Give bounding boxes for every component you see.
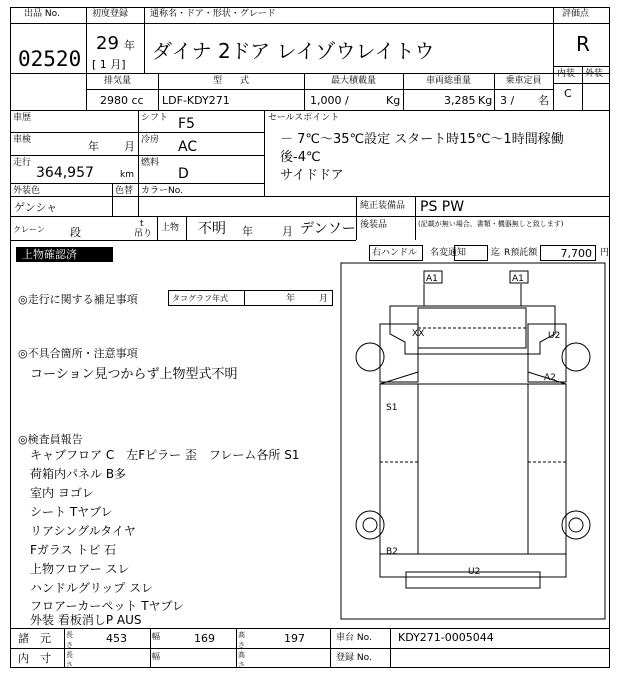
tacho-year: 年: [286, 294, 296, 304]
equip-label: 純正装備品: [360, 201, 406, 211]
report-line-8: ハンドルグリップ スレ: [30, 581, 154, 595]
inner-height-label: 高さ: [238, 651, 245, 669]
report-line-1: キャブフロア C 左Fピラー 歪 フレーム各所 S1: [30, 448, 300, 462]
weight-unit: Kg: [478, 94, 493, 107]
reg-month: [ 1 月]: [92, 58, 126, 71]
tacho-month: 月: [319, 294, 329, 304]
interior-label: 内装: [557, 69, 576, 79]
recycle-value: 7,700: [560, 247, 592, 260]
sales-label: セールスポイント: [268, 113, 340, 123]
diagram-label-s1: S1: [386, 403, 398, 413]
upper-month: 月: [282, 225, 293, 238]
recycle-unit: 円: [600, 248, 610, 258]
shift-value: F5: [178, 116, 195, 132]
weight-label: 車両総重量: [425, 76, 471, 86]
after-note: (記載が無い場合、書類・機器無しと致します): [418, 220, 564, 228]
model-label: 型 式: [212, 76, 249, 86]
year-unit: 年: [124, 39, 135, 52]
report-line-7: 上物フロアー スレ: [30, 562, 130, 576]
width-label: 幅: [152, 632, 160, 641]
crane-label: クレーン: [13, 225, 45, 234]
length-label: 長さ: [66, 631, 73, 649]
defect-label: ◎不具合箇所・注意事項: [18, 347, 138, 360]
ac-label: 冷房: [141, 135, 160, 145]
grade-label: 評価点: [562, 9, 590, 19]
lot-label: 出品 No.: [24, 9, 60, 19]
upper-value: 不明: [198, 221, 226, 237]
inspector-label: ◎検査員報告: [18, 433, 83, 446]
height-value: 197: [284, 632, 305, 645]
crane-hang: 吊り: [134, 229, 153, 239]
report-line-4: シート Tヤブレ: [30, 505, 113, 519]
report-line-5: リアシングルタイヤ: [30, 524, 136, 538]
title-change-label: 名変通知: [430, 248, 467, 258]
displacement-value: 2980 cc: [100, 94, 144, 107]
truck-diagram: [340, 262, 606, 620]
diagram-label-xx: XX: [412, 329, 425, 339]
upper-year: 年: [242, 225, 253, 238]
weight-value: 3,285: [444, 94, 476, 107]
capacity-value: 3 /: [500, 94, 515, 107]
title-change-box: [454, 245, 488, 261]
equip-value: PS PW: [420, 199, 465, 215]
diagram-label-u2-cab: U2: [548, 331, 561, 341]
inspection-label: 車検: [13, 135, 32, 145]
sales-line-3: サイドドア: [280, 168, 344, 183]
chassis-label: 車台 No.: [336, 633, 372, 643]
capacity-unit: 名: [538, 94, 549, 107]
model-value: LDF-KDY271: [162, 94, 230, 107]
inspection-month: 月: [124, 140, 135, 153]
report-line-2: 荷箱内パネル B多: [30, 467, 127, 481]
shift-label: シフト: [141, 113, 169, 123]
length-value: 453: [106, 632, 127, 645]
confirmed-tag: 上物確認済: [16, 247, 113, 262]
mileage-value: 364,957: [36, 165, 94, 181]
diagram-label-u2-rear: U2: [468, 567, 481, 577]
report-line-9: フロアーカーペット Tヤブレ: [30, 599, 185, 613]
interior-grade: C: [564, 87, 572, 100]
mileage-unit: km: [120, 170, 134, 180]
diagram-label-b2: B2: [386, 547, 398, 557]
name-label: 通称名・ドア・形状・グレード: [150, 9, 276, 19]
inspection-year: 年: [88, 140, 99, 153]
report-line-10: 外装 看板消しP AUS: [30, 613, 142, 627]
grade-value: R: [576, 32, 590, 56]
regno-label: 登録 No.: [336, 653, 372, 663]
defect-text: コーション見つからず上物型式不明: [30, 367, 238, 382]
inner-dims-label: 内 寸: [18, 652, 51, 665]
report-line-3: 室内 ヨゴレ: [30, 486, 94, 500]
after-label: 後装品: [360, 220, 388, 230]
reg-label: 初度登録: [92, 9, 129, 19]
dims-label: 諸 元: [18, 632, 51, 645]
sales-line-2: 後-4℃: [280, 150, 321, 165]
fuel-label: 燃料: [141, 158, 160, 168]
load-unit: Kg: [386, 94, 401, 107]
inner-length-label: 長さ: [66, 651, 73, 669]
diagram-label-a1-left: A1: [426, 274, 438, 284]
displacement-label: 排気量: [104, 76, 132, 86]
width-value: 169: [194, 632, 215, 645]
color-change-label: 色替: [115, 186, 134, 196]
crane-stage: 段: [70, 226, 81, 239]
upper-maker: デンソー: [300, 221, 356, 237]
exterior-label: 外装: [585, 69, 604, 79]
load-value: 1,000 /: [310, 94, 349, 107]
sales-line-1: － 7℃～35℃設定 スタート時15℃～1時間稼働: [280, 132, 564, 147]
report-line-6: Fガラス トビ 石: [30, 543, 117, 557]
crane-ton: t: [140, 219, 144, 229]
rhd-label: 右ハンドル: [372, 248, 418, 258]
height-label: 高さ: [238, 631, 245, 649]
color-label: 外装色: [13, 186, 41, 196]
history-label: 車歴: [13, 113, 32, 123]
expiry-label: 迄: [491, 248, 501, 258]
recycle-label: R預託額: [504, 248, 538, 258]
lot-number: 02520: [18, 47, 82, 71]
load-label: 最大積載量: [330, 76, 376, 86]
upper-label: 上物: [161, 223, 180, 233]
color-no-label: カラーNo.: [141, 186, 183, 196]
ac-value: AC: [178, 139, 198, 155]
diagram-label-a2: A2: [544, 373, 556, 383]
color-value: ゲンシャ: [14, 201, 58, 214]
reg-year: 29: [96, 33, 119, 54]
mileage-label: 走行: [13, 158, 32, 168]
fuel-value: D: [178, 166, 189, 182]
capacity-label: 乗車定員: [505, 76, 542, 86]
tacho-label: タコグラフ年式: [172, 294, 228, 303]
chassis-value: KDY271-0005044: [398, 631, 494, 644]
diagram-label-a1-right: A1: [512, 274, 524, 284]
car-name: ダイナ 2ドア レイゾウレイトウ: [152, 39, 435, 63]
run-label: ◎走行に関する補足事項: [18, 293, 138, 306]
inner-width-label: 幅: [152, 652, 160, 661]
